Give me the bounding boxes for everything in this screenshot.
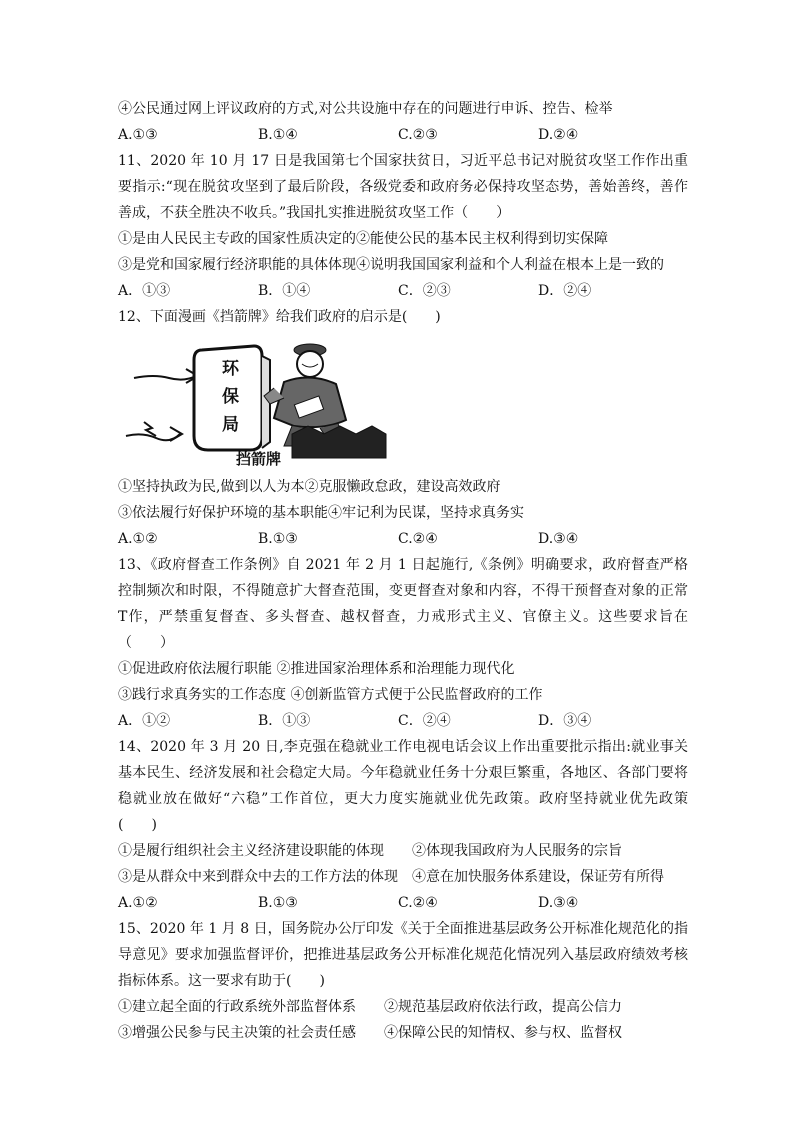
q13-items-line-2: ③践行求真务实的工作态度 ④创新监管方式便于公民监督政府的工作	[118, 687, 543, 703]
shield-char-1: 环	[222, 359, 239, 379]
shield-cartoon	[124, 338, 424, 470]
q12-option-d: D.③④	[538, 531, 579, 547]
exam-page	[118, 96, 688, 1046]
q12-option-b: B.①③	[258, 531, 298, 547]
arrow-icon	[126, 369, 198, 441]
q11-option-c: C．②③	[398, 283, 451, 299]
q12-items-line-2: ③依法履行好保护环境的基本职能④牢记利为民谋，坚持求真务实	[118, 505, 524, 521]
shield-char-2: 保	[222, 387, 239, 407]
q13-options	[118, 708, 688, 734]
q11-stem: 11、2020 年 10 月 17 日是我国第七个国家扶贫日，习近平总书记对脱贫攻坚工作作出重要指示:“现在脱贫攻坚到了最后阶段，各级党委和政府务必保持攻坚态势，善始善终，善作善成，不获全胜决不收兵。”我国扎实推进脱贫攻坚工作（ ）	[118, 153, 688, 221]
q13-stem: 13、《政府督查工作条例》自 2021 年 2 月 1 日起施行,《条例》明确要求，政府督查严格控制频次和时限，不得随意扩大督查范围，变更督查对象和内容，不得干预督查对象的正常 T作，严禁重复督查、多头督查、越权督查，力戒形式主义、官僚主义。这些要求旨在（ ）	[118, 557, 688, 651]
cartoon-caption: 挡箭牌	[236, 450, 282, 468]
q11-items-line-2: ③是党和国家履行经济职能的具体体现④说明我国国家利益和个人利益在根本上是一致的	[118, 257, 664, 273]
q12-options	[118, 526, 688, 552]
q14-option-a: A.①②	[118, 895, 158, 911]
q13-option-a: A．①②	[118, 713, 171, 729]
q14-items-line-1: ①是履行组织社会主义经济建设职能的体现 ②体现我国政府为人民服务的宗旨	[118, 843, 622, 859]
q10-item-4: ④公民通过网上评议政府的方式,对公共设施中存在的问题进行申诉、控告、检举	[118, 101, 613, 117]
q12-option-c: C.②④	[398, 531, 438, 547]
q13-option-c: C．②④	[398, 713, 451, 729]
q14-options	[118, 890, 688, 916]
q11-option-d: D．②④	[538, 283, 592, 299]
q14-items-line-2: ③是从群众中来到群众中去的工作方法的体现 ④意在加快服务体系建设，保证劳有所得	[118, 869, 664, 885]
q11-option-b: B．①④	[258, 283, 311, 299]
shield-char-3: 局	[222, 415, 239, 435]
q14-option-c: C.②④	[398, 895, 438, 911]
q12-option-a: A.①②	[118, 531, 158, 547]
q13-items-line-1: ①促进政府依法履行职能 ②推进国家治理体系和治理能力现代化	[118, 661, 515, 677]
q15-items-line-2: ③增强公民参与民主决策的社会责任感 ④保障公民的知情权、参与权、监督权	[118, 1025, 622, 1041]
q10-options	[118, 122, 688, 148]
q11-option-a: A．①③	[118, 283, 171, 299]
q11-items-line-1: ①是由人民民主专政的国家性质决定的②能使公民的基本民主权利得到切实保障	[118, 231, 608, 247]
q13-option-b: B．①③	[258, 713, 311, 729]
q10-option-d: D.②④	[538, 127, 579, 143]
q15-stem: 15、2020 年 1 月 8 日，国务院办公厅印发《关于全面推进基层政务公开标准化规范化的指导意见》要求加强监督评价，把推进基层政务公开标准化规范化情况列入基层政府绩效考核指标体系。这一要求有助于( )	[118, 921, 688, 989]
q10-option-a: A.①③	[118, 127, 158, 143]
q10-option-c: C.②③	[398, 127, 438, 143]
q11-options	[118, 278, 688, 304]
q14-option-b: B.①③	[258, 895, 298, 911]
q13-option-d: D．③④	[538, 713, 592, 729]
q14-stem: 14、2020 年 3 月 20 日,李克强在稳就业工作电视电话会议上作出重要批示指出:就业事关基本民生、经济发展和社会稳定大局。今年稳就业任务十分艰巨繁重，各地区、各部门要将稳就业放在做好“六稳”工作首位，更大力度实施就业优先政策。政府坚持就业优先政策( )	[118, 739, 688, 833]
q10-option-b: B.①④	[258, 127, 298, 143]
factory-icon	[292, 426, 386, 458]
q12-items-line-1: ①坚持执政为民,做到以人为本②克服懒政怠政，建设高效政府	[118, 479, 501, 495]
q14-option-d: D.③④	[538, 895, 579, 911]
q12-stem: 12、下面漫画《挡箭牌》给我们政府的启示是( )	[118, 309, 441, 325]
q15-items-line-1: ①建立起全面的行政系统外部监督体系 ②规范基层政府依法行政，提高公信力	[118, 999, 622, 1015]
